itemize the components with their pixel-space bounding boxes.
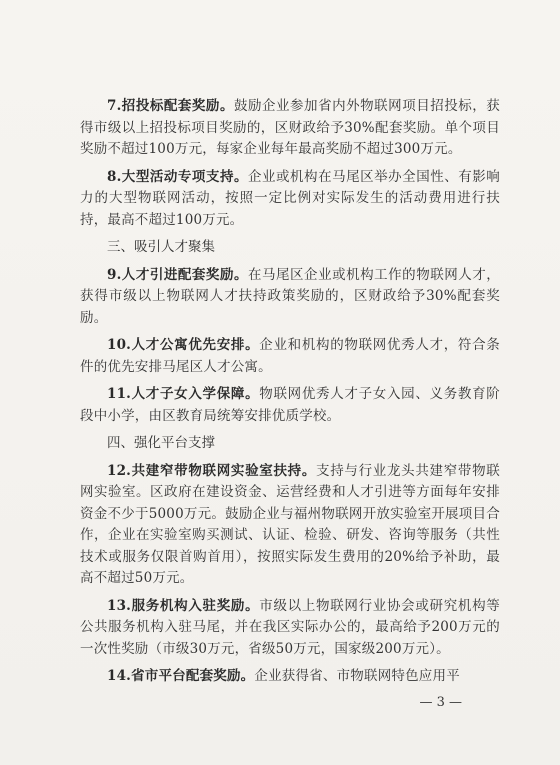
policy-item-title: 13.服务机构入驻奖励。: [107, 597, 260, 614]
policy-item-7: [80, 96, 500, 161]
policy-item-title: 8.大型活动专项支持。: [107, 168, 248, 185]
policy-item-text: 企业获得省、市物联网特色应用平: [254, 668, 460, 684]
policy-item-13: [80, 596, 500, 661]
page-number: — 3 —: [419, 695, 462, 710]
policy-item-text: 企业或机构在马尾区举办全国性、有影响力的大型物联网活动，按照一定比例对实际发生的活动费用进行扶持，最高不超过100万元。: [80, 168, 500, 228]
policy-item-9: [80, 265, 500, 330]
policy-item-text: 在马尾区企业或机构工作的物联网人才，获得市级以上物联网人才扶持政策奖励的，区财政给予30%配套奖励。: [80, 266, 500, 326]
policy-item-title: 10.人才公寓优先安排。: [107, 337, 260, 353]
policy-item-text: 企业和机构的物联网优秀人才，符合条件的优先安排马尾区人才公寓。: [80, 337, 500, 375]
policy-item-text: 支持与行业龙头共建窄带物联网实验室。区政府在建设资金、运营经费和人才引进等方面每年安排资金不少于5000万元。鼓励企业与福州物联网开放实验室开展项目合作，企业在实验室购买测试、认证、检验、研发、咨询等服务（共性技术或服务仅限首购首用），按照实际发生费用的20%给予补助，最高不超过50万元。: [80, 462, 500, 586]
section-heading-platform: 四、强化平台支撑: [107, 435, 215, 451]
document-body: [80, 96, 500, 694]
policy-item-12: [80, 461, 500, 590]
policy-item-text: 物联网优秀人才子女入园、义务教育阶段中小学，由区教育局统筹安排优质学校。: [80, 386, 500, 424]
section-heading-talent: 三、吸引人才聚集: [107, 239, 215, 255]
policy-item-title: 14.省市平台配套奖励。: [107, 668, 255, 684]
policy-item-title: 9.人才引进配套奖励。: [107, 266, 248, 283]
policy-item-text: 鼓励企业参加省内外物联网项目招投标，获得市级以上招投标项目奖励的，区财政给予30%配套奖励。单个项目奖励不超过100万元，每家企业每年最高奖励不超过300万元。: [80, 98, 500, 157]
policy-item-title: 7.招投标配套奖励。: [107, 98, 234, 114]
policy-item-10: [80, 335, 500, 378]
policy-item-text: 市级以上物联网行业协会或研究机构等公共服务机构入驻马尾，并在我区实际办公的，最高给予200万元的一次性奖励（市级30万元，省级50万元，国家级200万元）。: [80, 597, 500, 657]
policy-item-14: [80, 666, 500, 688]
policy-item-title: 11.人才子女入学保障。: [107, 386, 260, 402]
policy-item-8: [80, 167, 500, 232]
policy-item-title: 12.共建窄带物联网实验室扶持。: [107, 462, 317, 479]
policy-item-11: [80, 384, 500, 427]
